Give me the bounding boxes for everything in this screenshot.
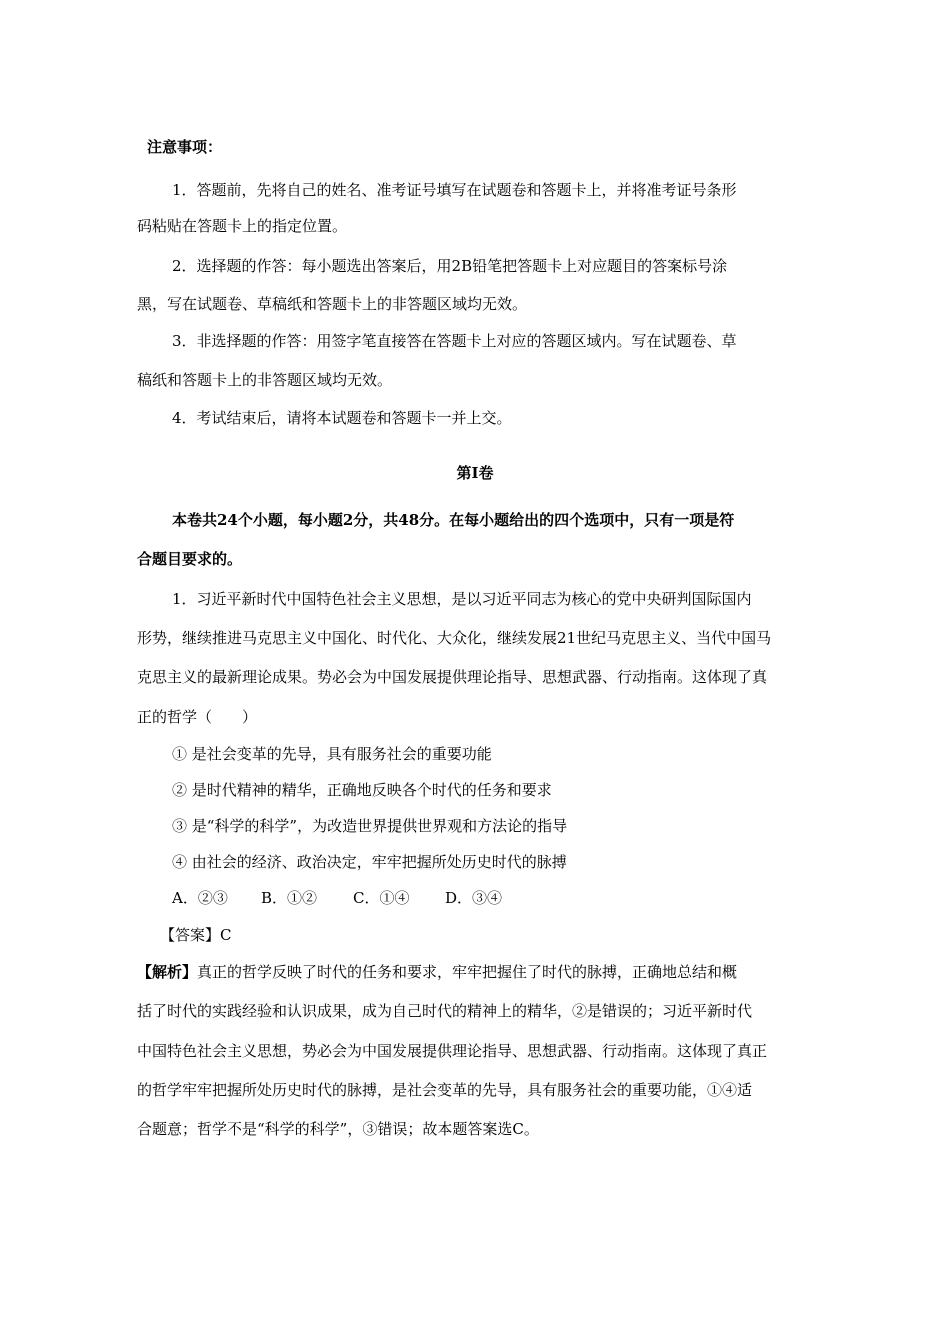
notice-item-3-line-1: 3．非选择题的作答：用签字笔直接答在答题卡上对应的答题区域内。写在试题卷、草 — [172, 332, 737, 350]
notice-item-1-line-2: 码粘贴在答题卡上的指定位置。 — [137, 217, 348, 235]
notice-heading: 注意事项： — [147, 138, 223, 156]
q1-analysis-line-3: 中国特色社会主义思想，势必会为中国发展提供理论指导、思想武器、行动指南。这体现了真正 — [137, 1042, 768, 1060]
q1-stem-line-2: 形势，继续推进马克思主义中国化、时代化、大众化，继续发展21世纪马克思主义、当代中国马 — [137, 629, 772, 647]
q1-option-d: D．③④ — [445, 889, 503, 907]
notice-item-4-line-1: 4．考试结束后，请将本试题卷和答题卡一并上交。 — [172, 409, 512, 427]
q1-stem-line-1: 1．习近平新时代中国特色社会主义思想，是以习近平同志为核心的党中央研判国际国内 — [172, 590, 752, 608]
notice-item-3-line-2: 稿纸和答题卡上的非答题区域均无效。 — [137, 371, 393, 389]
q1-option-a: A．②③ — [172, 889, 228, 907]
section-intro-line-2: 合题目要求的。 — [137, 550, 243, 568]
q1-analysis-line-1 — [137, 962, 737, 982]
q1-option-c: C．①④ — [353, 889, 410, 907]
q1-option-b: B．①② — [261, 889, 318, 907]
section-title: 第Ⅰ卷 — [456, 464, 494, 482]
q1-analysis-line-2: 括了时代的实践经验和认识成果，成为自己时代的精神上的精华，②是错误的；习近平新时代 — [137, 1002, 753, 1020]
q1-statement-3: ③ 是“科学的科学”，为改造世界提供世界观和方法论的指导 — [172, 817, 568, 835]
q1-analysis-text-1: 真正的哲学反映了时代的任务和要求，牢牢把握住了时代的脉搏，正确地总结和概 — [197, 963, 738, 981]
q1-statement-1: ① 是社会变革的先导，具有服务社会的重要功能 — [172, 745, 492, 763]
q1-analysis-label: 【解析】 — [137, 963, 198, 981]
q1-analysis-line-4: 的哲学牢牢把握所处历史时代的脉搏，是社会变革的先导，具有服务社会的重要功能，①④适 — [137, 1081, 753, 1099]
q1-answer: 【答案】C — [160, 926, 232, 944]
section-intro-line-1: 本卷共24个小题，每小题2分，共48分。在每小题给出的四个选项中，只有一项是符 — [172, 511, 735, 529]
notice-item-2-line-2: 黑，写在试题卷、草稿纸和答题卡上的非答题区域均无效。 — [137, 295, 528, 313]
q1-statement-2: ② 是时代精神的精华，正确地反映各个时代的任务和要求 — [172, 781, 552, 799]
q1-statement-4: ④ 由社会的经济、政治决定，牢牢把握所处历史时代的脉搏 — [172, 853, 567, 871]
q1-analysis-line-5: 合题意；哲学不是“科学的科学”，③错误；故本题答案选C。 — [137, 1120, 539, 1138]
q1-stem-line-3: 克思主义的最新理论成果。势必会为中国发展提供理论指导、思想武器、行动指南。这体现了真 — [137, 668, 768, 686]
notice-item-2-line-1: 2．选择题的作答：每小题选出答案后，用2B铅笔把答题卡上对应题目的答案标号涂 — [172, 257, 728, 275]
q1-stem-line-4: 正的哲学（ ） — [137, 708, 258, 726]
notice-item-1-line-1: 1．答题前，先将自己的姓名、准考证号填写在试题卷和答题卡上，并将准考证号条形 — [172, 181, 737, 199]
